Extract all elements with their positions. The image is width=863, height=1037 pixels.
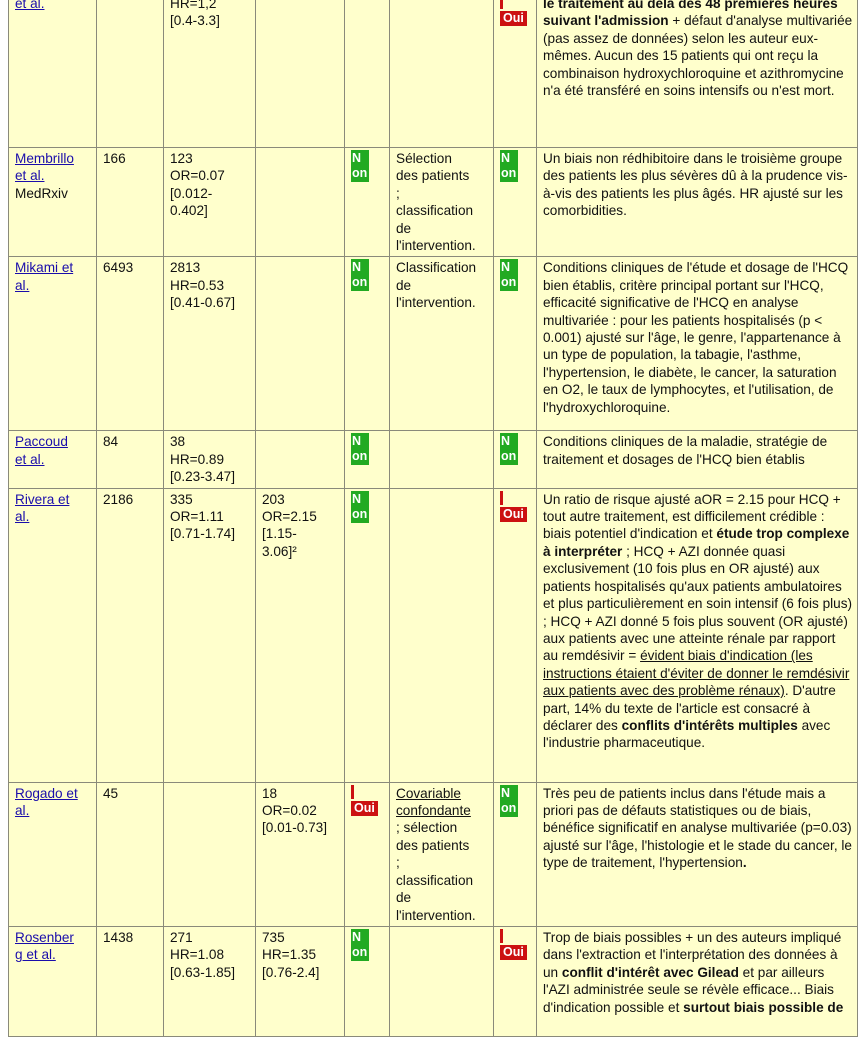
badge-non: Non: [352, 260, 368, 290]
bias-description-line: Sélection: [396, 151, 452, 166]
hcq-value-line: 271: [170, 929, 193, 945]
bias-description-line: l'intervention.: [396, 238, 476, 254]
cell-bias1-text: [390, 257, 494, 431]
cell-bias2-flag: [494, 926, 537, 1036]
cell-hcq-azi: [256, 431, 345, 488]
table-row: [9, 0, 858, 148]
cell-comment: [537, 257, 858, 431]
patients-count: 84: [103, 434, 119, 450]
cell-study: [9, 257, 97, 431]
study-link[interactable]: Rosenber: [15, 929, 74, 945]
bias-description-line: classification: [396, 872, 474, 888]
cell-patients: [97, 488, 164, 782]
table-row: [9, 782, 858, 926]
cell-patients: [97, 0, 164, 148]
hcq-azi-value-line: 735: [262, 929, 285, 945]
hcq-value-line: [0.012-: [170, 185, 213, 201]
comment-segment: avec l'industrie pharmaceutique.: [543, 717, 831, 751]
badge-oui: Oui: [500, 11, 527, 26]
hcq-value-line: [0.63-1.85]: [170, 964, 235, 980]
bias-description-line: confondante: [396, 803, 471, 819]
hcq-value-line: 123: [170, 151, 193, 166]
cell-hcq: [164, 488, 256, 782]
badge-oui-marker: [351, 799, 378, 816]
study-link[interactable]: al.: [15, 509, 30, 525]
comment-segment: .: [742, 855, 747, 871]
badge-oui-marker: [500, 9, 527, 26]
study-link[interactable]: Membrillo: [15, 151, 74, 166]
hcq-value-line: OR=0.07: [170, 168, 225, 184]
cell-comment: [537, 782, 858, 926]
hcq-value-line: 0.402]: [170, 203, 208, 219]
cell-bias2-flag: [494, 782, 537, 926]
hcq-value-line: [0.71-1.74]: [170, 526, 235, 542]
hcq-value-line: HR=1,2: [170, 0, 217, 11]
bias-description-line: Classification: [396, 260, 477, 276]
cell-bias1-flag: [345, 431, 390, 488]
bias-description-line: de: [396, 220, 412, 236]
study-link[interactable]: et al.: [15, 168, 45, 184]
hcq-azi-value-line: [1.15-: [262, 526, 297, 542]
cell-hcq-azi: [256, 257, 345, 431]
studies-table: [8, 0, 858, 1037]
hcq-azi-value-line: OR=2.15: [262, 509, 317, 525]
badge-non: Non: [352, 929, 368, 959]
hcq-value-line: OR=1.11: [170, 509, 224, 525]
bias-description-line: ;: [396, 185, 400, 201]
comment-segment: et par ailleurs l'AZI administrée seule se révèle efficace... Biais d'indication possible et: [543, 964, 834, 1015]
comment-segment: Un biais non rédhibitoire dans le troisième groupe des patients les plus sévères dû à la prudence vis-à-vis des patients les plus âgés. HR ajusté sur les comorbidities.: [543, 151, 848, 219]
comment-segment: Très peu de patients inclus dans l'étude mais a priori pas de défauts statistiques ou de biais, bénéfice significatif en analyse multivariée (p=0.03) ajusté sur l'âge, l'histologie et le stade du cancer, le type de traitement, l'hypertension: [543, 785, 852, 871]
bias-description-line: l'intervention.: [396, 907, 476, 923]
study-link[interactable]: Rogado et: [15, 785, 78, 801]
comment-segment: conflits d'intérêts multiples: [621, 717, 798, 733]
bias-description-line: de: [396, 890, 412, 906]
comment-segment: Conditions cliniques de l'étude et dosage de l'HCQ bien établis, critère principal portant sur l'HCQ, efficacité significative de l'HCQ en analyse multivariée : pour les patients hospitalisés (p < 0.001) ajusté sur l'âge, le genre, l'appartenance à un type de population, la tabagie, l'asthme, l'hypertension, le diabète, le cancer, la saturation en O2, le taux de lymphocytes, et l'utilisation, de l'hydroxychloroquine.: [543, 260, 849, 415]
cell-hcq: [164, 431, 256, 488]
hcq-value-line: 38: [170, 434, 186, 450]
hcq-value-line: [0.41-0.67]: [170, 295, 235, 311]
cell-hcq-azi: [256, 0, 345, 148]
hcq-value-line: HR=0.53: [170, 277, 225, 293]
cell-hcq-azi: [256, 782, 345, 926]
cell-hcq: [164, 782, 256, 926]
comment-segment: étude trop complexe à interpréter: [543, 526, 850, 559]
comment-segment: le traitement au delà des 48 premières heures suivant l'admission: [543, 0, 838, 29]
comment-segment: conflit d'intérêt avec Gilead: [561, 964, 739, 980]
cell-patients: [97, 257, 164, 431]
cell-bias2-flag: [494, 431, 537, 488]
flag-icon: [500, 491, 503, 505]
cell-study: [9, 488, 97, 782]
study-link[interactable]: et al.: [15, 451, 45, 467]
patients-count: 166: [103, 151, 126, 166]
comment-segment: Conditions cliniques de la maladie, stratégie de traitement et dosages de l'HCQ bien établis: [543, 434, 828, 467]
cell-bias1-flag: [345, 782, 390, 926]
cell-bias1-flag: [345, 148, 390, 257]
hcq-azi-value-line: 203: [262, 491, 285, 507]
comment-segment: Un ratio de risque ajusté aOR = 2.15 pour HCQ + tout autre traitement, est difficilement crédible : biais potentiel d'indication et: [543, 491, 841, 542]
cell-patients: [97, 148, 164, 257]
hcq-value-line: 335: [170, 491, 193, 507]
cell-bias1-text: [390, 782, 494, 926]
comment-segment: Trop de biais possibles + un des auteurs impliqué dans l'extraction et l'interprétation des données à un: [543, 929, 842, 980]
hcq-value-line: [0.4-3.3]: [170, 13, 220, 29]
cell-patients: [97, 431, 164, 488]
hcq-value-line: 2813: [170, 260, 201, 276]
bias-description-line: ; sélection: [396, 820, 458, 836]
cell-bias2-flag: [494, 148, 537, 257]
table-body: [9, 0, 858, 1036]
hcq-azi-value-line: HR=1.35: [262, 947, 317, 963]
cell-study: [9, 431, 97, 488]
hcq-azi-value-line: [0.76-2.4]: [262, 964, 320, 980]
cell-bias2-flag: [494, 488, 537, 782]
cell-comment: [537, 926, 858, 1036]
badge-oui-marker: [500, 505, 527, 522]
bias-description-line: l'intervention.: [396, 295, 476, 311]
flag-icon: [500, 929, 503, 943]
cell-bias1-flag: [345, 0, 390, 148]
hcq-azi-value-line: 3.06]²: [262, 543, 297, 559]
comment-segment: ; HCQ + AZI donnée quasi exclusivement (10 fois plus en OR ajusté) aux patients hospitalisés qu'aux patients ambulatoires et plus particulièrement en soin intensif (6 fois plus) ; HCQ + AZI donné 5 fois plus souvent (OR ajusté) aux patients avec une atteinte rénale par rapport au remdésivir =: [543, 543, 853, 664]
patients-count: 45: [103, 785, 119, 801]
cell-hcq: [164, 148, 256, 257]
cell-study: [9, 148, 97, 257]
cell-bias1-flag: [345, 257, 390, 431]
cell-hcq: [164, 257, 256, 431]
bias-description-line: des patients: [396, 168, 470, 184]
hcq-azi-value-line: [0.01-0.73]: [262, 820, 327, 836]
flag-icon: [351, 785, 354, 799]
badge-oui: Oui: [500, 945, 527, 960]
cell-bias2-flag: [494, 0, 537, 148]
cell-bias1-flag: [345, 926, 390, 1036]
badge-non: Non: [352, 491, 368, 521]
hcq-value-line: HR=1.08: [170, 947, 225, 963]
cell-study: [9, 782, 97, 926]
cell-patients: [97, 926, 164, 1036]
study-link[interactable]: al.: [15, 277, 30, 293]
cell-bias1-text: [390, 488, 494, 782]
bias-description-line: des patients: [396, 837, 470, 853]
badge-oui-marker: [500, 943, 527, 960]
study-link[interactable]: g et al.: [15, 947, 56, 963]
table-row: [9, 148, 858, 257]
comment-segment: évident biais d'indication (les instructions étaient d'éviter de donner le remdésivir aux patients avec des problème rénaux): [543, 648, 850, 699]
badge-non: Non: [501, 785, 517, 815]
bias-description-line: Covariable: [396, 785, 461, 801]
badge-non: Non: [352, 151, 368, 180]
cell-study: [9, 0, 97, 148]
study-link[interactable]: al.: [15, 803, 30, 819]
study-link[interactable]: et al.: [15, 0, 45, 11]
hcq-azi-value-line: OR=0.02: [262, 803, 317, 819]
table-row: [9, 257, 858, 431]
badge-non: Non: [501, 434, 517, 464]
bias-description-line: de: [396, 277, 412, 293]
comment-segment: + défaut d'analyse multivariée (pas assez de données) selon les auteur eux-mêmes. Aucun des 15 patients qui ont reçu la combinaison hydroxychloroquine et azithromycine n'a été transféré en soins intensifs ou n'est mort.: [543, 13, 853, 99]
study-link[interactable]: Paccoud: [15, 434, 68, 450]
cell-study: [9, 926, 97, 1036]
cell-bias1-text: [390, 0, 494, 148]
cell-bias1-text: [390, 926, 494, 1036]
cell-comment: [537, 488, 858, 782]
cell-hcq: [164, 926, 256, 1036]
study-link[interactable]: Mikami et: [15, 260, 74, 276]
cell-comment: [537, 0, 858, 148]
badge-non: Non: [352, 434, 368, 464]
patients-count: 6493: [103, 260, 134, 276]
hcq-azi-value-line: 18: [262, 785, 278, 801]
table-row: [9, 488, 858, 782]
cell-hcq-azi: [256, 148, 345, 257]
table-row: [9, 926, 858, 1036]
badge-oui: Oui: [500, 507, 527, 522]
hcq-value-line: HR=0.89: [170, 451, 225, 467]
badge-non: Non: [501, 260, 517, 290]
study-link[interactable]: Rivera et: [15, 491, 70, 507]
bias-description-line: ;: [396, 855, 400, 871]
cell-comment: [537, 431, 858, 488]
cell-hcq-azi: [256, 926, 345, 1036]
comment-segment: . D'autre part, 14% du texte de l'article est consacré à déclarer des: [543, 683, 836, 733]
badge-oui: Oui: [351, 801, 378, 816]
cell-patients: [97, 782, 164, 926]
cell-hcq-azi: [256, 488, 345, 782]
badge-non: Non: [501, 151, 517, 180]
hcq-value-line: [0.23-3.47]: [170, 469, 235, 485]
cell-comment: [537, 148, 858, 257]
bias-description-line: classification: [396, 203, 474, 219]
flag-icon: [500, 0, 503, 9]
cell-bias1-text: [390, 431, 494, 488]
cell-bias2-flag: [494, 257, 537, 431]
comment-segment: surtout biais possible de: [683, 999, 844, 1015]
cell-hcq: [164, 0, 256, 148]
cell-bias1-text: [390, 148, 494, 257]
study-source: MedRxiv: [15, 185, 68, 201]
patients-count: 1438: [103, 929, 134, 945]
cell-bias1-flag: [345, 488, 390, 782]
patients-count: 2186: [103, 491, 134, 507]
table-row: [9, 431, 858, 488]
